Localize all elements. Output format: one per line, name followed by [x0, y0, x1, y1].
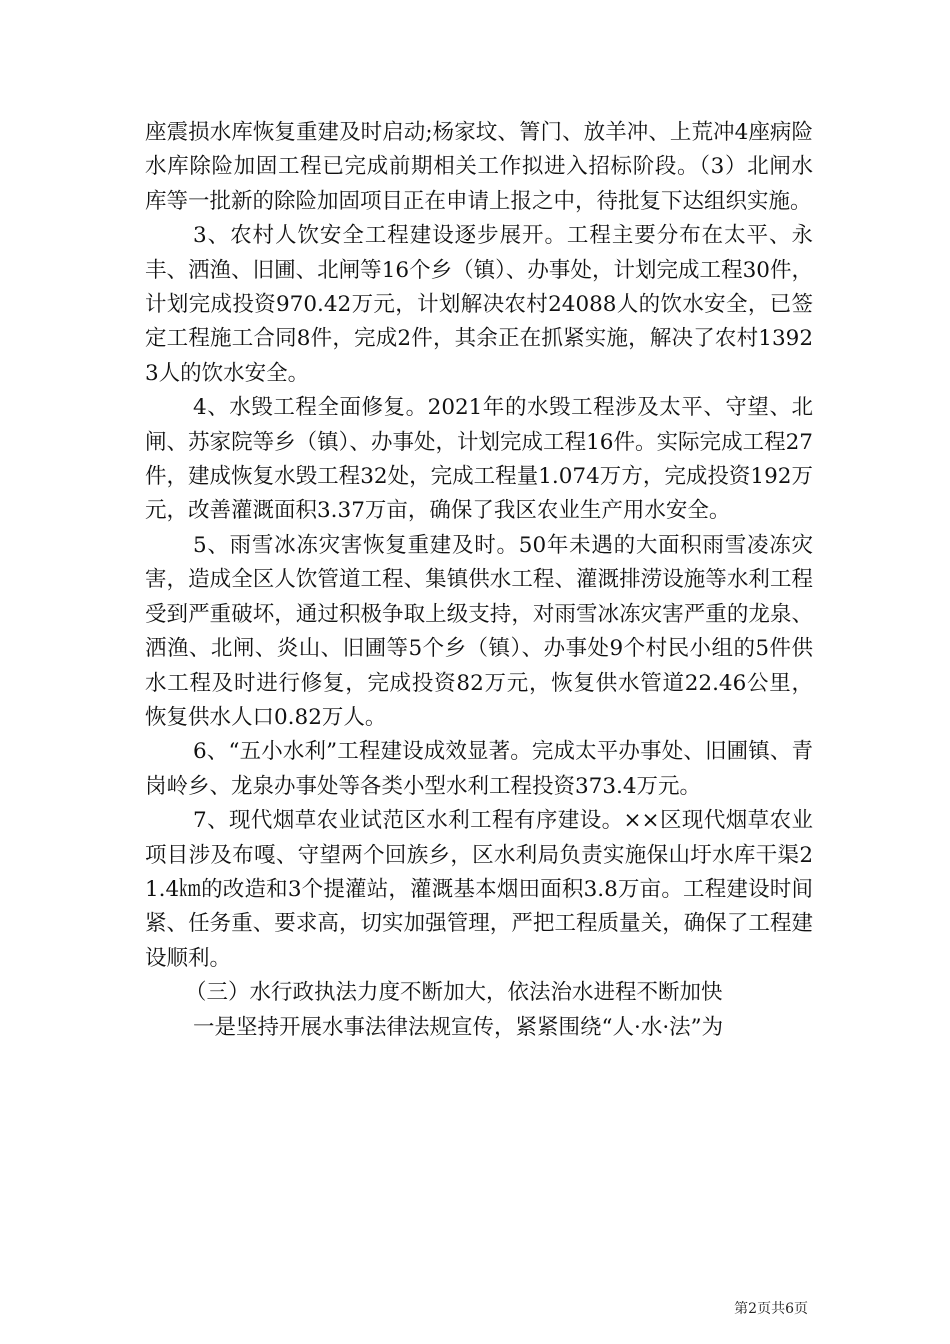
- paragraph-flood-damage-repair: 4、水毁工程全面修复。2021年的水毁工程涉及太平、守望、北闸、苏家院等乡（镇）、办事处，计划完成工程16件。实际完成工程27件，建成恢复水毁工程32处，完成工程量1.074万方，完成投资192万元，改善灌溉面积3.37万亩，确保了我区农业生产用水安全。: [145, 395, 813, 524]
- document-body: [145, 116, 813, 1045]
- paragraph-reservoir-continuation: 座震损水库恢复重建及时启动;杨家坟、箐门、放羊冲、上荒冲4座病险水库除险加固工程已完成前期相关工作拟进入招标阶段。（3）北闸水库等一批新的除险加固项目正在申请上报之中，待批复下达组织实施。: [145, 120, 813, 214]
- paragraph-law-publicity: 一是坚持开展水事法律法规宣传，紧紧围绕“人·水·法”为: [193, 1014, 724, 1040]
- paragraph-tobacco-demo-zone: 7、现代烟草农业试范区水利工程有序建设。××区现代烟草农业项目涉及布嘎、守望两个回族乡，区水利局负责实施保山圩水库干渠21.4㎞的改造和3个提灌站，灌溉基本烟田面积3.8万亩。工程建设时间紧、任务重、要求高，切实加强管理，严把工程质量关，确保了工程建设顺利。: [145, 808, 813, 971]
- page-number: 第2页共6页: [734, 1301, 808, 1317]
- section-heading-law-enforcement: （三）水行政执法力度不断加大，依法治水进程不断加快: [185, 980, 723, 1006]
- paragraph-snow-ice-disaster: 5、雨雪冰冻灾害恢复重建及时。50年未遇的大面积雨雪凌冻灾害，造成全区人饮管道工程、集镇供水工程、灌溉排涝设施等水利工程受到严重破坏，通过积极争取上级支持，对雨雪冰冻灾害严重的龙泉、洒渔、北闸、炎山、旧圃等5个乡（镇）、办事处9个村民小组的5件供水工程及时进行修复，完成投资82万元，恢复供水管道22.46公里，恢复供水人口0.82万人。: [145, 532, 813, 730]
- paragraph-five-small-water-projects: 6、“五小水利”工程建设成效显著。完成太平办事处、旧圃镇、青岗岭乡、龙泉办事处等各类小型水利工程投资373.4万元。: [145, 739, 813, 799]
- paragraph-rural-drinking-water: 3、农村人饮安全工程建设逐步展开。工程主要分布在太平、永丰、洒渔、旧圃、北闸等16个乡（镇）、办事处，计划完成工程30件，计划完成投资970.42万元，计划解决农村24088人的饮水安全，已签定工程施工合同8件，完成2件，其余正在抓紧实施，解决了农村13923人的饮水安全。: [145, 223, 813, 386]
